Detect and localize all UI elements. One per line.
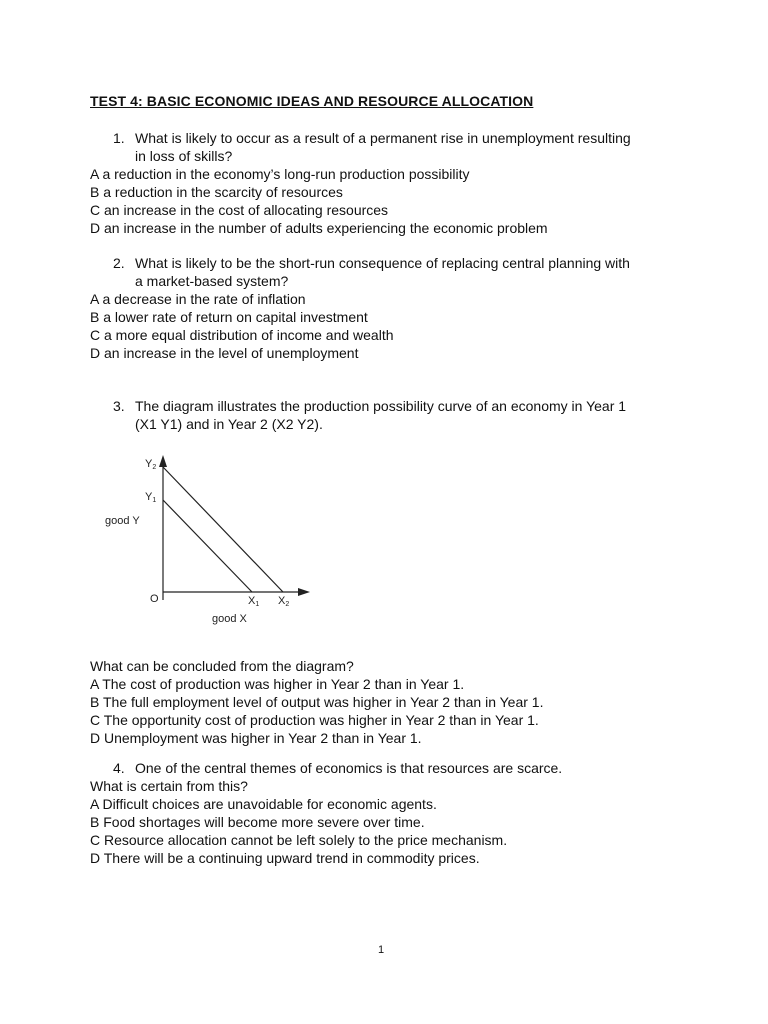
option-b: B a reduction in the scarcity of resources <box>90 184 343 200</box>
stem-line: in loss of skills? <box>135 148 233 164</box>
y-axis-label: good Y <box>105 515 140 527</box>
question-number: 2. <box>113 255 125 271</box>
question-stem <box>90 129 690 165</box>
question-1 <box>90 129 690 237</box>
question-prompt: What is certain from this? <box>90 778 248 794</box>
x2-label: X2 <box>278 595 290 608</box>
stem-line: What is likely to occur as a result of a permanent rise in unemployment resulting <box>135 130 631 146</box>
option-b: B Food shortages will become more severe over time. <box>90 814 425 830</box>
option-a: A a decrease in the rate of inflation <box>90 291 306 307</box>
x-axis-label: good X <box>212 613 247 625</box>
stem-line: (X1 Y1) and in Year 2 (X2 Y2). <box>135 416 323 432</box>
option-a: A The cost of production was higher in Year 2 than in Year 1. <box>90 676 465 692</box>
question-number: 1. <box>113 130 125 146</box>
option-d: D There will be a continuing upward trend in commodity prices. <box>90 850 480 866</box>
question-4 <box>90 759 690 867</box>
stem-line: The diagram illustrates the production possibility curve of an economy in Year 1 <box>135 398 627 414</box>
origin-label: O <box>150 593 159 605</box>
option-c: C The opportunity cost of production was higher in Year 2 than in Year 1. <box>90 712 539 728</box>
question-2 <box>90 254 690 362</box>
question-number: 3. <box>113 398 125 414</box>
question-3-options <box>90 657 690 747</box>
option-c: C Resource allocation cannot be left solely to the price mechanism. <box>90 832 508 848</box>
question-number: 4. <box>113 760 125 776</box>
question-stem <box>90 397 690 433</box>
document-title: TEST 4: BASIC ECONOMIC IDEAS AND RESOURCE ALLOCATION <box>90 93 534 109</box>
x-axis-arrow <box>298 588 310 596</box>
ppc-diagram <box>90 445 330 635</box>
option-d: D an increase in the level of unemployment <box>90 345 359 361</box>
option-c: C an increase in the cost of allocating resources <box>90 202 389 218</box>
question-stem <box>90 254 690 290</box>
y1-label: Y1 <box>145 491 157 504</box>
question-prompt: What can be concluded from the diagram? <box>90 658 354 674</box>
stem-line: One of the central themes of economics is that resources are scarce. <box>135 760 563 776</box>
option-c: C a more equal distribution of income and wealth <box>90 327 394 343</box>
option-b: B The full employment level of output was higher in Year 2 than in Year 1. <box>90 694 544 710</box>
page-number: 1 <box>378 944 385 956</box>
option-d: D Unemployment was higher in Year 2 than in Year 1. <box>90 730 422 746</box>
option-a: A Difficult choices are unavoidable for economic agents. <box>90 796 437 812</box>
stem-line: a market-based system? <box>135 273 289 289</box>
ppc-year-2 <box>163 467 283 592</box>
y-axis-arrow <box>159 455 167 467</box>
option-d: D an increase in the number of adults experiencing the economic problem <box>90 220 548 236</box>
question-stem <box>90 759 690 777</box>
question-3 <box>90 397 690 433</box>
option-b: B a lower rate of return on capital investment <box>90 309 368 325</box>
x1-label: X1 <box>248 595 260 608</box>
option-a: A a reduction in the economy’s long-run production possibility <box>90 166 470 182</box>
stem-line: What is likely to be the short-run consequence of replacing central planning with <box>135 255 630 271</box>
y2-label: Y2 <box>145 458 157 471</box>
